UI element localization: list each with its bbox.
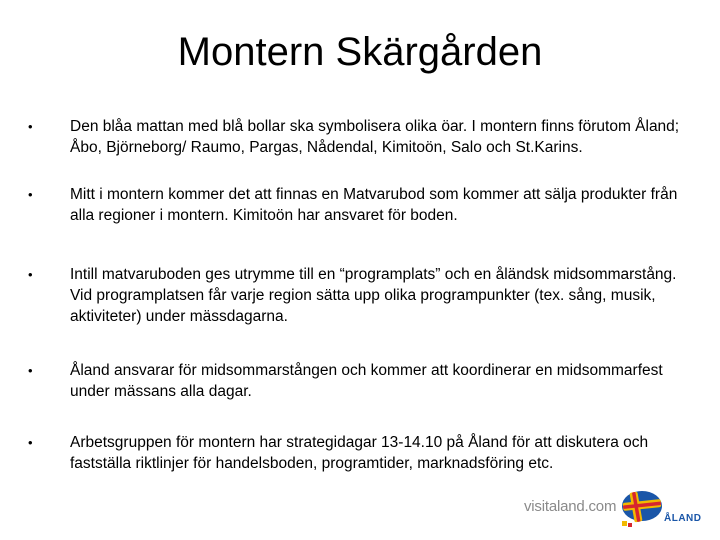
logo-wordmark: ÅLAND (664, 513, 702, 524)
bullet-marker: • (28, 363, 33, 378)
bullet-marker: • (28, 435, 33, 450)
bullet-text: Arbetsgruppen för montern har strategidagar 13-14.10 på Åland för att diskutera och fastställa riktlinjer för handelsboden, programtider, marknadsföring etc. (70, 434, 649, 472)
bullet-item (28, 184, 688, 226)
bullet-item (28, 432, 688, 474)
bullet-text: Mitt i montern kommer det att finnas en Matvarubod som kommer att sälja produkter från alla regioner i montern. Kimitoön har ansvaret för boden. (70, 186, 678, 224)
bullet-marker: • (28, 187, 33, 202)
bullet-text: Intill matvaruboden ges utrymme till en “programplats” och en åländsk midsommarstång. Vid programplatsen får varje region sätta upp olika programpunkter (tex. sång, musik, aktiviteter) under mässdagarna. (70, 266, 677, 325)
bullet-marker: • (28, 267, 33, 282)
visitaland-link-text: visitaland.com (524, 498, 617, 515)
bullet-item (28, 116, 688, 158)
bullet-text: Åland ansvarar för midsommarstången och kommer att koordinerar en midsommarfest under mässans alla dagar. (70, 362, 663, 400)
footer-branding (520, 486, 710, 530)
aland-flag-logo-icon (620, 488, 710, 530)
bullet-marker: • (28, 119, 33, 134)
bullet-item (28, 264, 688, 327)
bullet-item (28, 360, 688, 402)
bullet-text: Den blåa mattan med blå bollar ska symbolisera olika öar. I montern finns förutom Åland; Åbo, Björneborg/ Raumo, Pargas, Nådendal, Kimitoön, Salo och St.Karins. (70, 118, 680, 156)
slide-title: Montern Skärgården (177, 30, 543, 74)
logo-accent-yellow (622, 521, 627, 526)
logo-accent-red (628, 523, 632, 527)
